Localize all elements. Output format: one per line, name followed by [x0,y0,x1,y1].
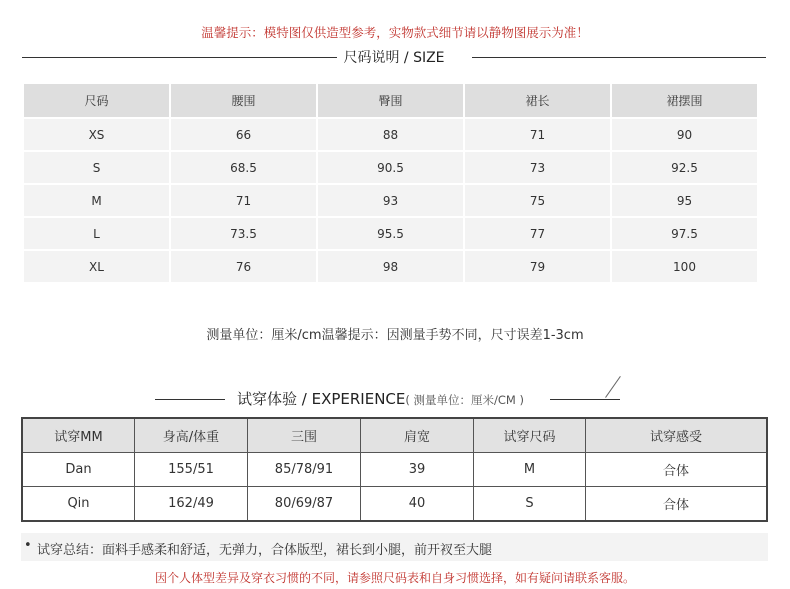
experience-table-header-row [22,418,767,453]
bottom-notice: 因个人体型差异及穿衣习惯的不同，请参照尺码表和自身习惯选择，如有疑问请联系客服。 [154,571,635,585]
table-cell: 75 [465,185,610,216]
table-cell: 98 [318,251,463,282]
size-section-title [22,47,766,69]
table-cell: 90.5 [318,152,463,183]
divider-left [155,399,225,400]
table-cell: 79 [465,251,610,282]
table-cell: 73.5 [171,218,316,249]
table-cell: M [24,185,169,216]
header-cell-waist: 腰围 [171,84,316,117]
size-measurement-note: 测量单位：厘米/cm温馨提示：因测量手势不同，尺寸误差1-3cm [206,328,584,343]
table-row [24,185,757,216]
table-cell: 92.5 [612,152,757,183]
table-cell: Qin [22,487,135,522]
header-cell-feeling: 试穿感受 [586,418,768,453]
header-cell-skirt-length: 裙长 [465,84,610,117]
table-cell: 155/51 [135,453,248,487]
table-cell: 95 [612,185,757,216]
table-cell: 162/49 [135,487,248,522]
experience-title-text [237,388,524,409]
table-cell: 40 [361,487,474,522]
table-cell: 68.5 [171,152,316,183]
experience-title-unit: ( 测量单位：厘米/CM ) [405,393,525,407]
experience-title-en: / EXPERIENCE [297,390,406,408]
table-cell: 88 [318,119,463,150]
table-cell: 97.5 [612,218,757,249]
table-row [24,119,757,150]
table-cell: XL [24,251,169,282]
header-cell-shoulder: 肩宽 [361,418,474,453]
header-cell-hip: 臀围 [318,84,463,117]
header-cell-hem: 裙摆围 [612,84,757,117]
table-cell: 95.5 [318,218,463,249]
table-cell: S [474,487,586,522]
experience-table [21,417,768,522]
header-cell-height-weight: 身高/体重 [135,418,248,453]
table-cell: 77 [465,218,610,249]
table-row [24,152,757,183]
table-cell: 39 [361,453,474,487]
table-row [22,487,767,522]
size-title-text: 尺码说明 / SIZE [343,50,445,66]
header-cell-measurements: 三围 [248,418,361,453]
table-row [22,453,767,487]
table-cell: 66 [171,119,316,150]
table-cell: 71 [171,185,316,216]
table-cell: XS [24,119,169,150]
header-cell-size: 尺码 [24,84,169,117]
divider-right [550,399,620,400]
table-cell: L [24,218,169,249]
table-cell: M [474,453,586,487]
fitting-summary [21,533,768,561]
table-cell: 93 [318,185,463,216]
table-row [24,218,757,249]
summary-text: 试穿总结：面料手感柔和舒适，无弹力，合体版型，裙长到小腿，前开衩至大腿 [37,543,493,558]
table-cell: 合体 [586,453,768,487]
header-cell-model: 试穿MM [22,418,135,453]
size-table-header-row [24,84,757,117]
header-cell-tried-size: 试穿尺码 [474,418,586,453]
table-cell: 76 [171,251,316,282]
table-cell: 合体 [586,487,768,522]
table-cell: 100 [612,251,757,282]
table-row [24,251,757,282]
table-cell: 90 [612,119,757,150]
table-cell: Dan [22,453,135,487]
table-cell: 85/78/91 [248,453,361,487]
bullet-icon: • [24,538,32,553]
table-cell: 71 [465,119,610,150]
table-cell: 73 [465,152,610,183]
table-cell: 80/69/87 [248,487,361,522]
size-table [22,82,759,284]
top-notice: 温馨提示：模特图仅供造型参考，实物款式细节请以静物图展示为准！ [201,25,589,40]
experience-section-title [155,388,625,412]
experience-title-cn: 试穿体验 [237,390,298,408]
table-cell: S [24,152,169,183]
